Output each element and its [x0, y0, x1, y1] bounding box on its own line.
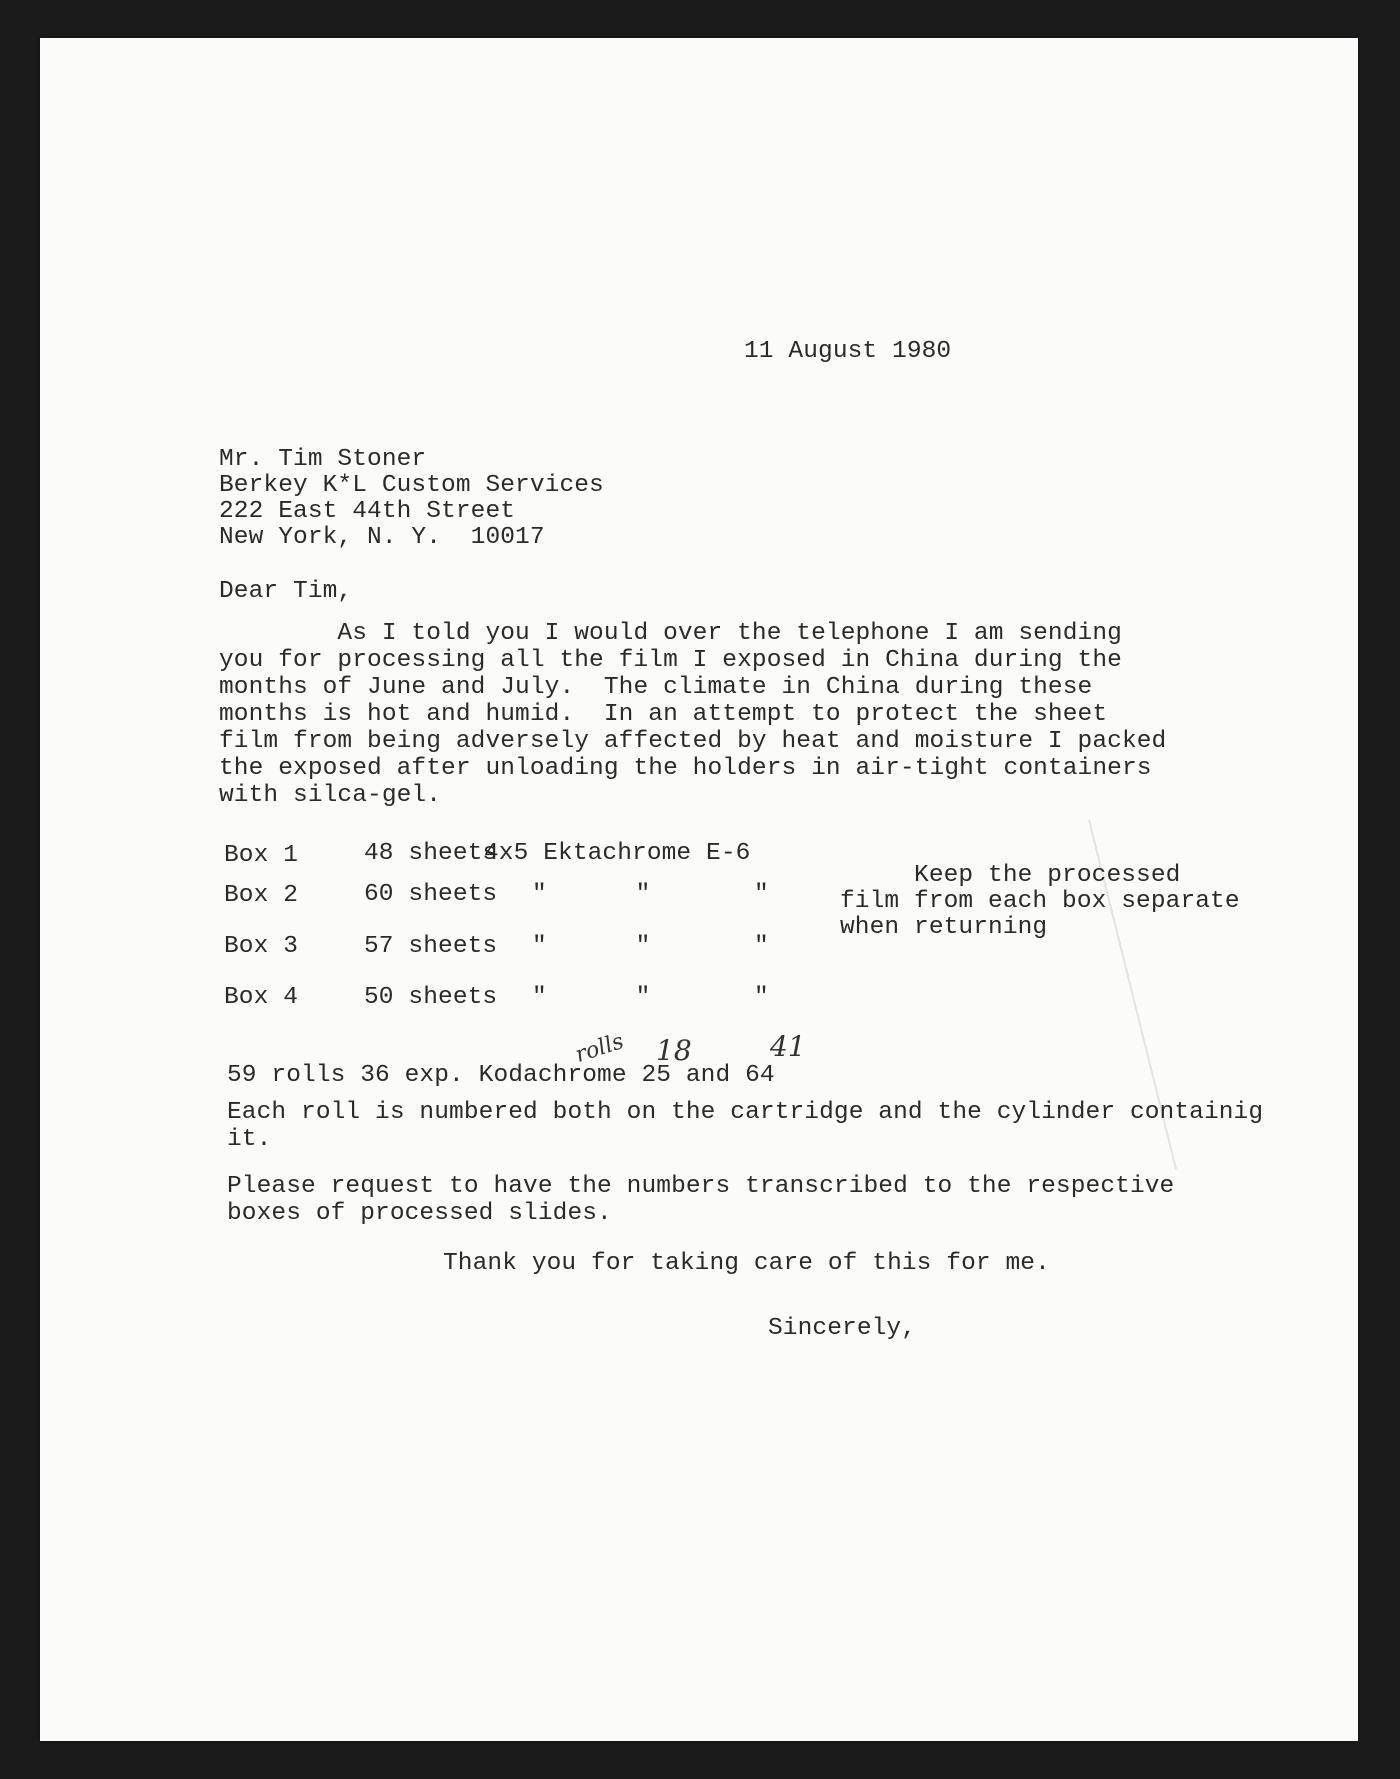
letter-date: 11 August 1980: [744, 338, 952, 365]
numbered-line: it.: [227, 1126, 272, 1153]
closing: Sincerely,: [768, 1315, 917, 1342]
box-desc: " " ": [532, 984, 769, 1011]
body-line: As I told you I would over the telephone I am sending: [219, 620, 1122, 647]
numbered-line: Each roll is numbered both on the cartridge and the cylinder containig: [227, 1099, 1264, 1126]
box-count: 50 sheets: [364, 984, 498, 1011]
address-line: Mr. Tim Stoner: [219, 446, 427, 473]
address-line: 222 East 44th Street: [219, 498, 516, 525]
thanks-line: Thank you for taking care of this for me.: [443, 1250, 1050, 1277]
side-note-line: film from each box separate: [840, 888, 1240, 915]
salutation: Dear Tim,: [219, 578, 353, 605]
box-label: Box 4: [224, 984, 299, 1011]
body-line: with silca-gel.: [219, 782, 442, 809]
side-note-line: when returning: [840, 914, 1048, 941]
box-count: 48 sheets: [364, 840, 498, 867]
handwritten-over-64: 41: [770, 1030, 806, 1063]
box-count: 57 sheets: [364, 933, 498, 960]
body-line: you for processing all the film I exposed in China during the: [219, 647, 1122, 674]
address-line: New York, N. Y. 10017: [219, 524, 545, 551]
address-line: Berkey K*L Custom Services: [219, 472, 604, 499]
handwritten-rolls: rolls: [572, 1029, 627, 1068]
box-label: Box 2: [224, 882, 299, 909]
request-line: boxes of processed slides.: [227, 1200, 612, 1227]
body-line: the exposed after unloading the holders in air-tight containers: [219, 755, 1152, 782]
box-label: Box 1: [224, 842, 299, 869]
rolls-line: 59 rolls 36 exp. Kodachrome 25 and 64: [227, 1062, 775, 1089]
box-label: Box 3: [224, 933, 299, 960]
side-note-line: Keep the processed: [840, 862, 1181, 889]
body-line: months of June and July. The climate in China during these: [219, 674, 1093, 701]
box-count: 60 sheets: [364, 881, 498, 908]
box-desc: " " ": [532, 933, 769, 960]
box-desc: 4x5 Ektachrome E-6: [484, 840, 751, 867]
body-line: film from being adversely affected by heat and moisture I packed: [219, 728, 1167, 755]
box-desc: " " ": [532, 881, 769, 908]
handwritten-over-25: 18: [656, 1034, 692, 1067]
body-line: months is hot and humid. In an attempt to protect the sheet: [219, 701, 1108, 728]
request-line: Please request to have the numbers transcribed to the respective: [227, 1173, 1175, 1200]
